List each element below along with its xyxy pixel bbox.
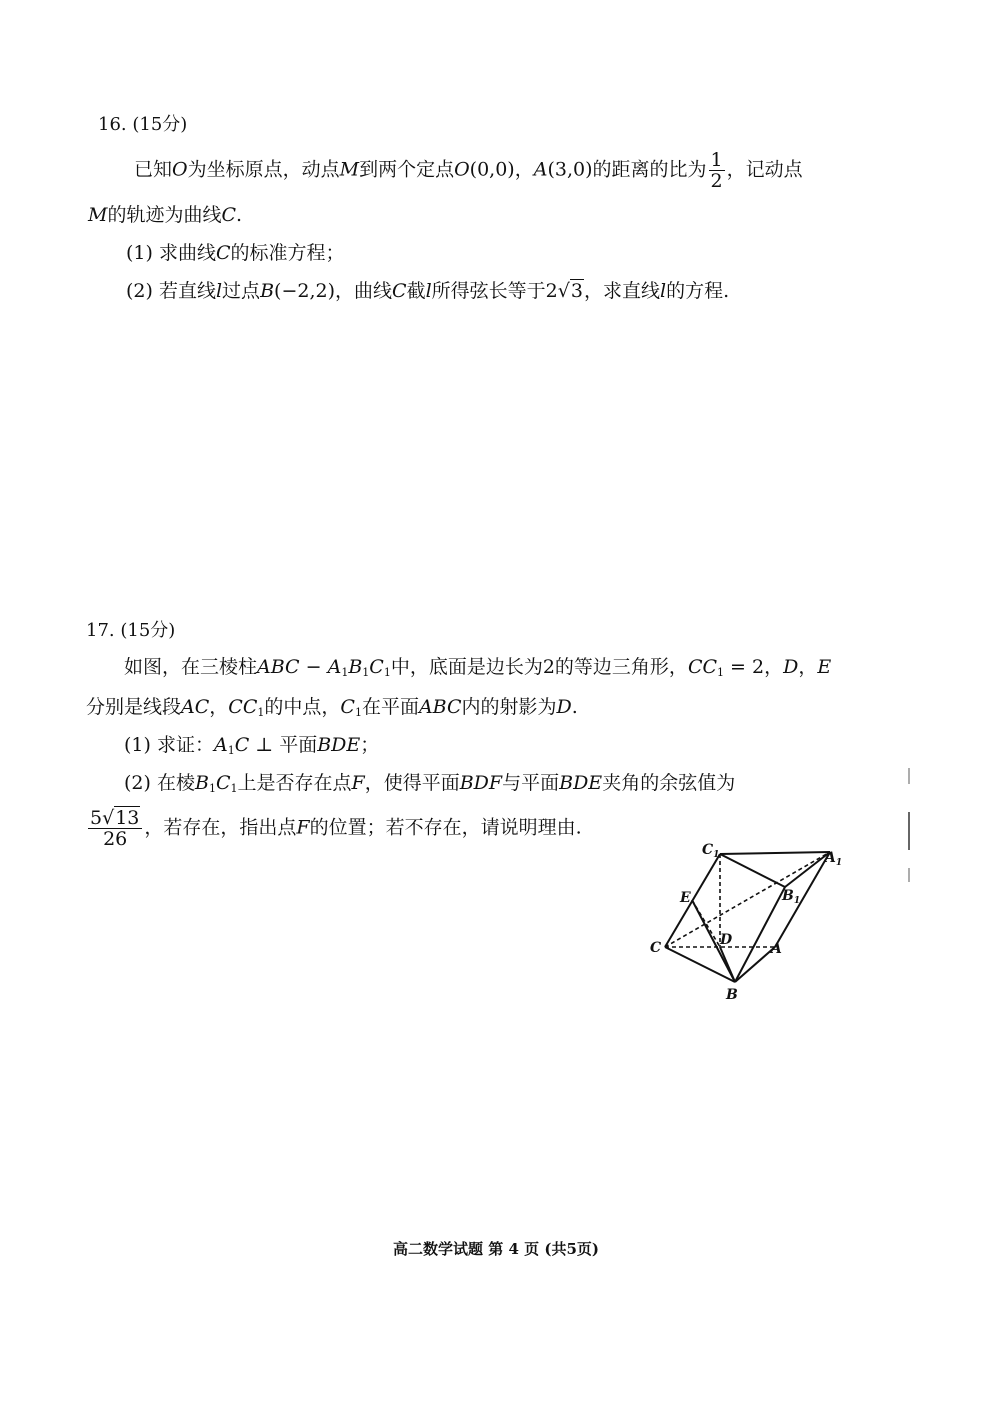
scan-artifact (908, 768, 910, 784)
dashed-e-d (692, 900, 720, 947)
question-17-part-2-cont: $\frac{5√13}{26}$ ，若存在，指出点F的位置；若不存在，请说明理由. (90, 807, 582, 850)
label-a: A (771, 941, 782, 957)
fraction-one-half: $\frac{1}{2}$ (710, 149, 723, 192)
sqrt-13: √13 (102, 807, 140, 829)
question-16-title: 16. (15分) (98, 114, 188, 135)
segment-d-b (720, 947, 735, 982)
label-c1: $C_1$ (702, 842, 720, 860)
question-16-part-2: (2) 若直线l过点B(−2,2)，曲线C截l所得弦长等于2√3，求直线l的方程. (126, 280, 730, 302)
scan-artifact (908, 812, 910, 850)
fraction-5sqrt13-over-26: $\frac{5√13}{26}$ (88, 808, 142, 849)
edge-b-a (735, 947, 775, 982)
edge-c1-a1 (720, 852, 830, 854)
label-c: C (650, 940, 662, 956)
label-b1: $B_1$ (782, 888, 801, 906)
question-17-line-2: 分别是线段AC，$CC_1$的中点，$C_1$在平面ABC内的射影为D. (86, 696, 578, 719)
question-16-line-1: 已知O为坐标原点，动点M到两个定点O(0,0)，A(3,0)的距离的比为 $\frac{1}{2}$ ，记动点 (134, 149, 803, 192)
edge-b1-a1 (785, 852, 830, 887)
page-footer: 高二数学试题 第 4 页 (共5页) (393, 1240, 599, 1258)
label-d: D (720, 932, 733, 948)
label-a1: $A_1$ (825, 850, 843, 868)
label-b: B (726, 987, 738, 1003)
scan-artifact (908, 868, 910, 882)
edge-c1-b1 (720, 854, 785, 887)
question-16-part-1: (1) 求曲线C的标准方程； (126, 242, 345, 264)
label-e: E (680, 890, 691, 906)
edge-c-b (665, 947, 735, 982)
sqrt-3: √3 (557, 280, 583, 302)
question-16-line-2: M的轨迹为曲线C. (88, 204, 243, 226)
question-17-line-1: 如图，在三棱柱ABC − $A_1B_1C_1$中，底面是边长为2的等边三角形，$CC_1 = 2$，D，E (124, 656, 832, 679)
prism-figure (640, 832, 850, 1012)
question-17-part-2: (2) 在棱$B_1C_1$上是否存在点F，使得平面BDF与平面BDE夹角的余弦值为 (124, 772, 736, 795)
question-17-part-1: (1) 求证：$A_1C$ ⊥ 平面BDE； (124, 734, 380, 757)
question-17-title: 17. (15分) (86, 620, 176, 641)
edge-b-b1 (735, 887, 785, 982)
